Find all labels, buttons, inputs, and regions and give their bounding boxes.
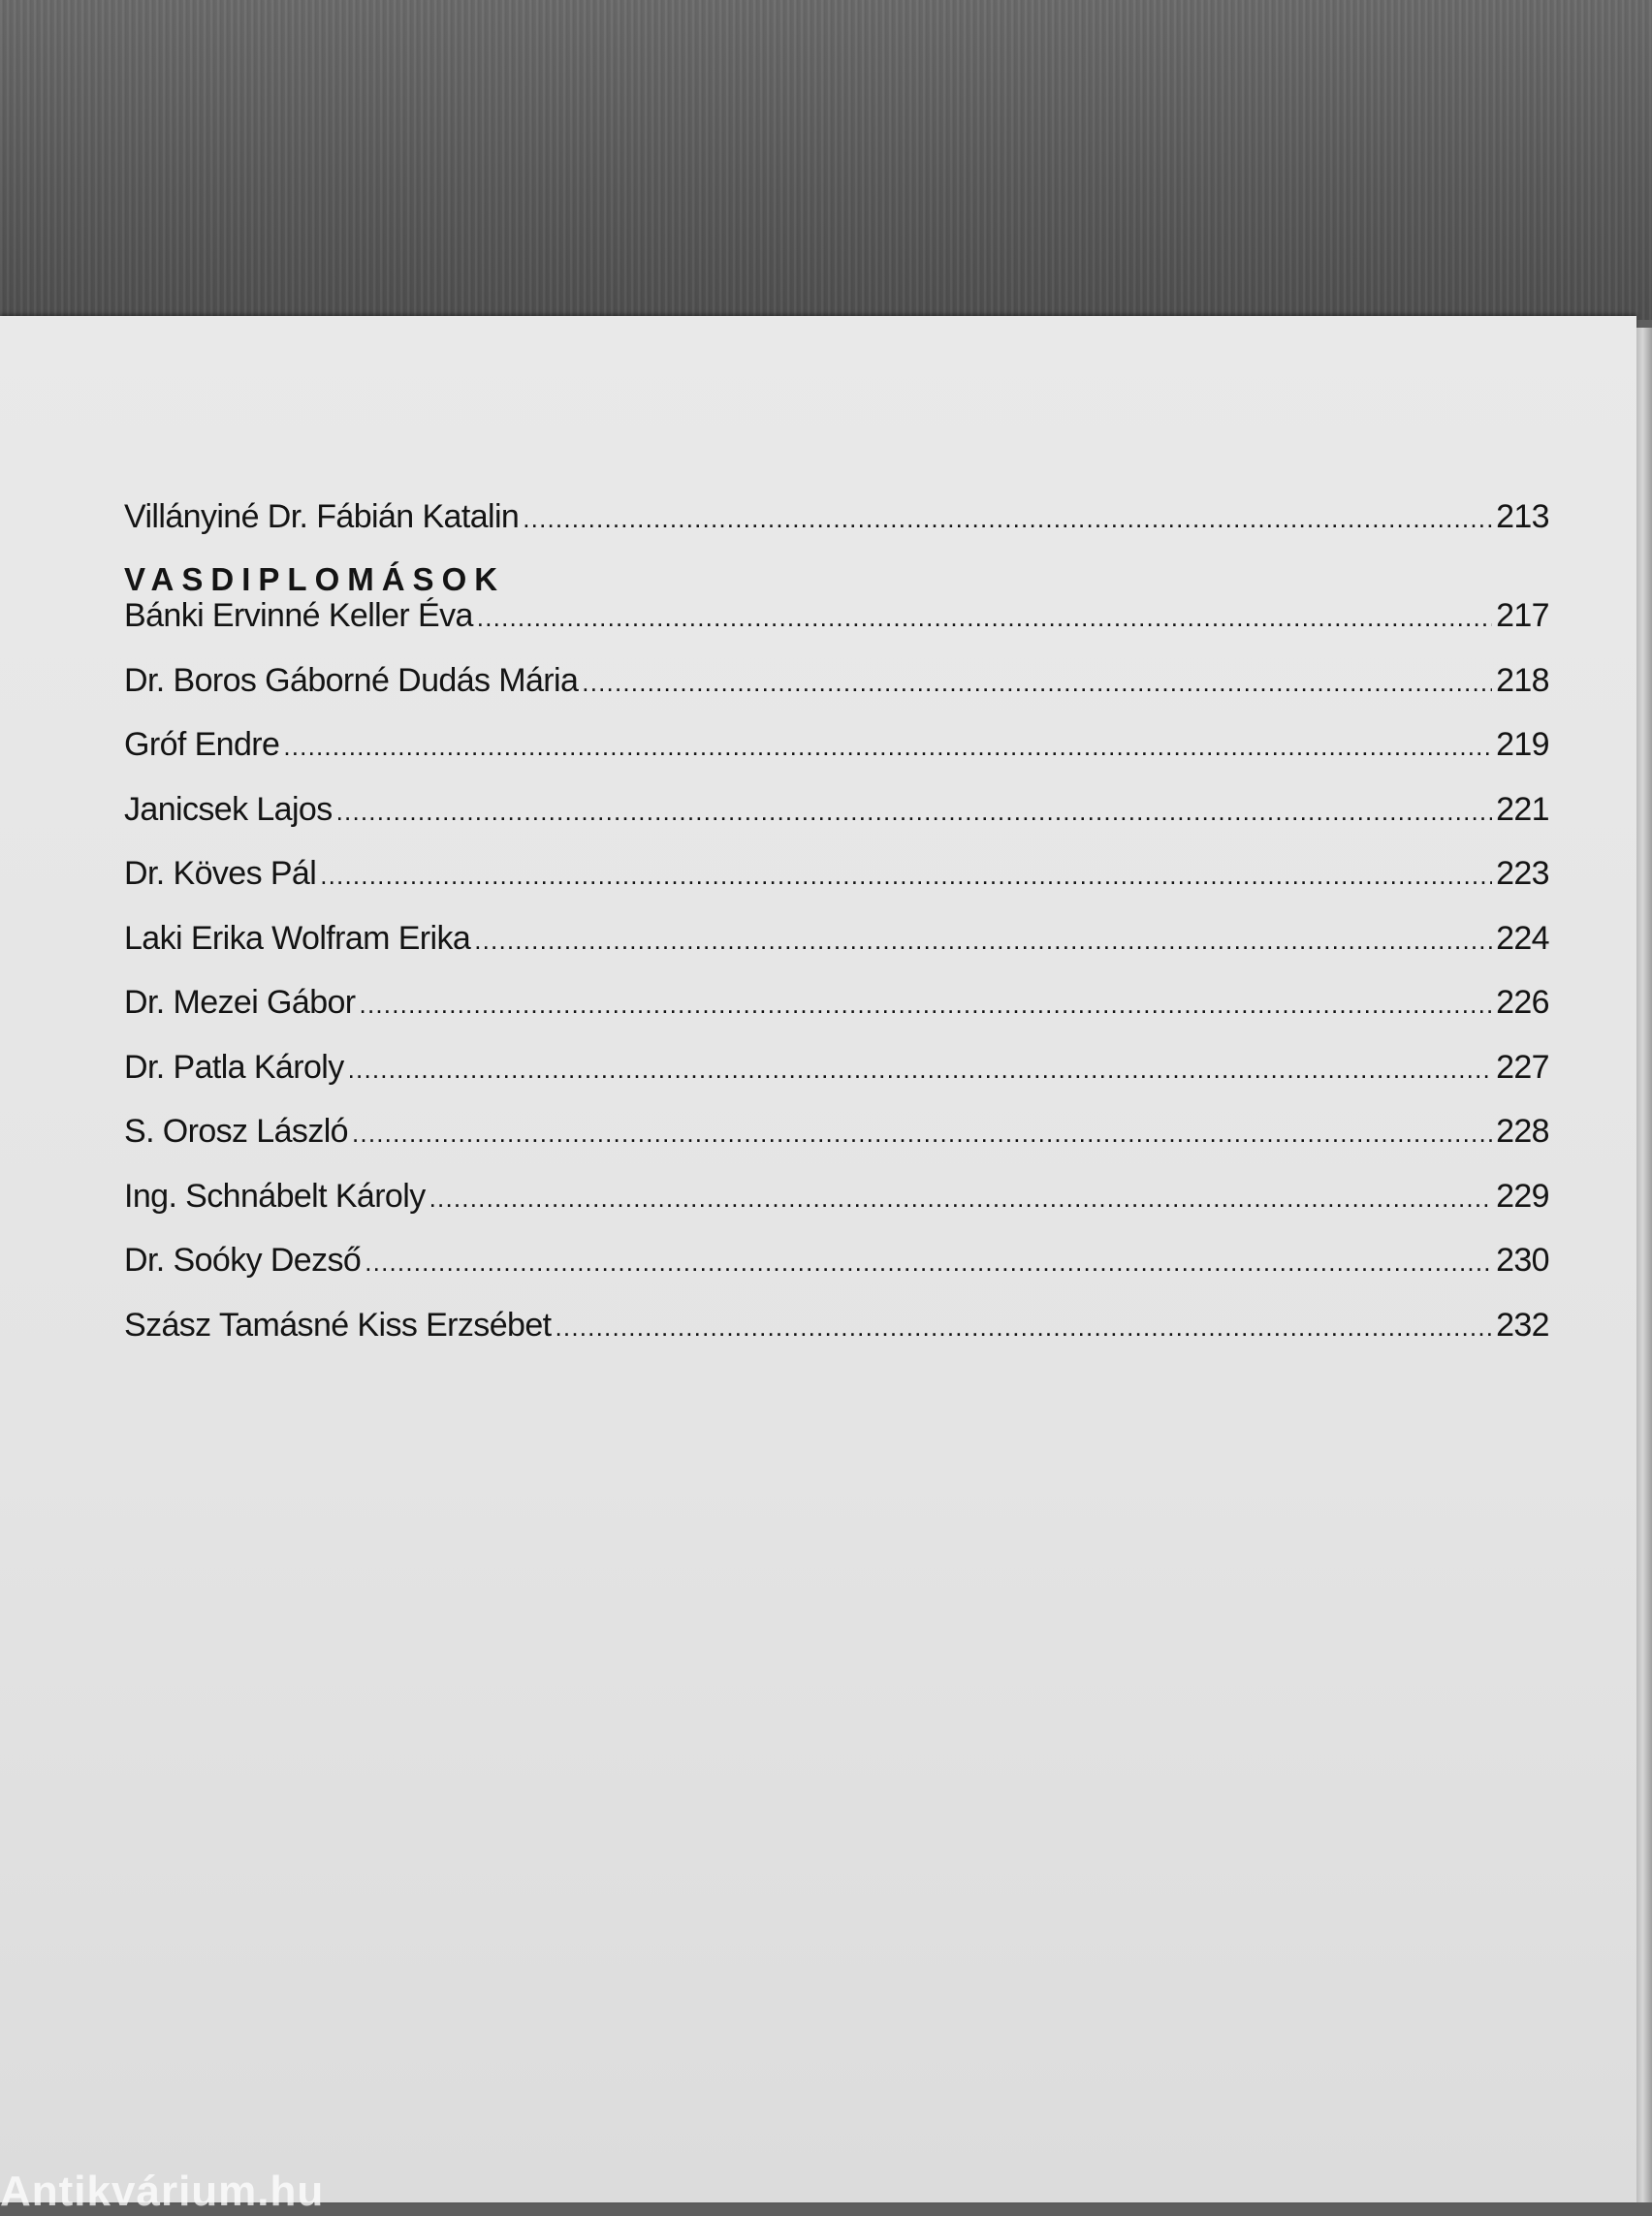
toc-entry-name: Villányiné Dr. Fábián Katalin <box>124 498 520 535</box>
toc-entry-list <box>124 599 1549 1373</box>
toc-entry <box>124 599 1549 664</box>
toc-entry-name: Laki Erika Wolfram Erika <box>124 919 471 957</box>
toc-leader-dots <box>348 1057 1492 1082</box>
toc-entry-name: S. Orosz László <box>124 1113 348 1150</box>
toc-entry-name: Ing. Schnábelt Károly <box>124 1177 426 1215</box>
background-surface <box>0 0 1652 320</box>
toc-leader-dots <box>352 1121 1492 1146</box>
watermark: Antikvárium.hu <box>0 2168 325 2215</box>
toc-leader-dots <box>360 992 1493 1017</box>
toc-entry-page: 219 <box>1496 726 1549 763</box>
toc-entry-name: Szász Tamásné Kiss Erzsébet <box>124 1306 552 1344</box>
toc-leader-dots <box>555 1314 1492 1340</box>
toc-entry <box>124 919 1549 987</box>
toc-leader-dots <box>283 734 1492 759</box>
toc-leader-dots <box>474 928 1492 953</box>
toc-entry <box>124 986 1549 1051</box>
toc-leader-dots <box>582 670 1492 695</box>
toc-entry-page: 218 <box>1496 661 1549 699</box>
toc-entry-page: 223 <box>1496 855 1549 892</box>
toc-entry <box>124 1177 1549 1245</box>
table-of-contents <box>124 500 1549 1373</box>
toc-entry-name: Gróf Endre <box>124 726 280 763</box>
toc-leader-dots <box>336 799 1492 824</box>
toc-entry-page: 213 <box>1496 498 1549 535</box>
toc-entry-page: 221 <box>1496 790 1549 828</box>
toc-entry <box>124 1244 1549 1309</box>
toc-entry-page: 228 <box>1496 1113 1549 1150</box>
toc-entry-name: Dr. Patla Károly <box>124 1048 344 1086</box>
toc-entry <box>124 1048 1549 1116</box>
toc-entry <box>124 790 1549 858</box>
toc-entry-page: 229 <box>1496 1177 1549 1215</box>
toc-entry <box>124 500 1549 554</box>
toc-entry-name: Janicsek Lajos <box>124 790 333 828</box>
toc-entry-page: 226 <box>1496 984 1549 1021</box>
toc-leader-dots <box>429 1186 1492 1211</box>
toc-entry <box>124 661 1549 729</box>
toc-entry-page: 230 <box>1496 1242 1549 1279</box>
toc-entry <box>124 1115 1549 1180</box>
toc-entry-page: 224 <box>1496 919 1549 957</box>
page-edge <box>1636 328 1652 2202</box>
toc-entry <box>124 857 1549 922</box>
toc-leader-dots <box>365 1250 1492 1275</box>
toc-leader-dots <box>523 506 1492 531</box>
toc-entry-name: Bánki Ervinné Keller Éva <box>124 597 473 634</box>
toc-entry <box>124 728 1549 793</box>
toc-entry-page: 227 <box>1496 1048 1549 1086</box>
toc-entry-name: Dr. Mezei Gábor <box>124 984 356 1021</box>
section-heading: VASDIPLOMÁSOK <box>124 561 506 597</box>
toc-leader-dots <box>320 863 1492 888</box>
toc-entry-name: Dr. Soóky Dezső <box>124 1242 362 1279</box>
toc-entry-page: 217 <box>1496 597 1549 634</box>
toc-entry-name: Dr. Boros Gáborné Dudás Mária <box>124 661 579 699</box>
toc-leader-dots <box>477 605 1492 630</box>
toc-entry <box>124 1306 1549 1374</box>
toc-entry-name: Dr. Köves Pál <box>124 855 317 892</box>
toc-entry-page: 232 <box>1496 1306 1549 1344</box>
